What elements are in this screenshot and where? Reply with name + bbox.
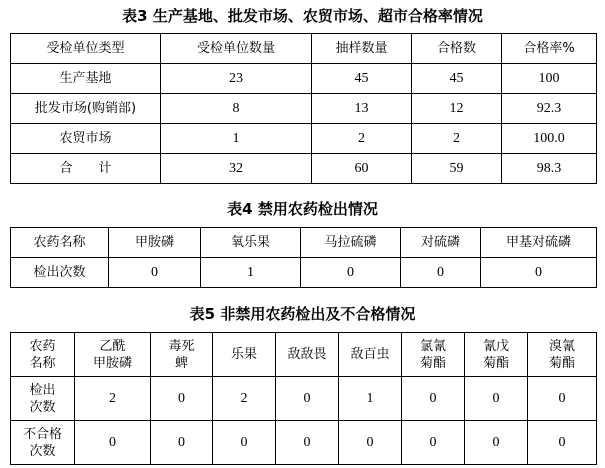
t5-header: 乙酰 甲胺磷 bbox=[75, 333, 151, 377]
table4-caption: 表4 禁用农药检出情况 bbox=[227, 200, 378, 218]
table3-caption: 表3 生产基地、批发市场、农贸市场、超市合格率情况 bbox=[122, 7, 483, 25]
t3-cell: 60 bbox=[312, 154, 412, 184]
t4-header: 甲基对硫磷 bbox=[481, 228, 597, 258]
t5-header-pesticide-name: 农药 名称 bbox=[11, 333, 75, 377]
t5-cell: 0 bbox=[276, 421, 339, 465]
t3-cell: 23 bbox=[161, 64, 312, 94]
t4-cell: 1 bbox=[201, 258, 301, 288]
t5-header: 氯氰 菊酯 bbox=[402, 333, 465, 377]
t5-cell: 0 bbox=[151, 377, 213, 421]
table-row bbox=[11, 124, 597, 154]
t3-cell: 1 bbox=[161, 124, 312, 154]
t3-cell: 8 bbox=[161, 94, 312, 124]
t3-cell: 100 bbox=[502, 64, 597, 94]
table4 bbox=[10, 227, 597, 288]
table-row bbox=[11, 258, 597, 288]
t4-row-label: 检出次数 bbox=[11, 258, 109, 288]
t5-cell: 0 bbox=[528, 377, 597, 421]
table-row bbox=[11, 94, 597, 124]
t5-cell: 0 bbox=[151, 421, 213, 465]
t4-header: 氧乐果 bbox=[201, 228, 301, 258]
t3-row-label: 生产基地 bbox=[11, 64, 161, 94]
t3-cell: 45 bbox=[312, 64, 412, 94]
table5 bbox=[10, 332, 597, 465]
t5-cell: 0 bbox=[75, 421, 151, 465]
t3-cell: 13 bbox=[312, 94, 412, 124]
table3 bbox=[10, 33, 597, 184]
t5-row-label: 不合格 次数 bbox=[11, 421, 75, 465]
t3-cell: 32 bbox=[161, 154, 312, 184]
t3-cell: 45 bbox=[412, 64, 502, 94]
t4-cell: 0 bbox=[481, 258, 597, 288]
table5-caption: 表5 非禁用农药检出及不合格情况 bbox=[189, 305, 416, 323]
table-row bbox=[11, 154, 597, 184]
t3-header-pass-rate: 合格率% bbox=[502, 34, 597, 64]
t5-row-label: 检出 次数 bbox=[11, 377, 75, 421]
t5-cell: 1 bbox=[339, 377, 402, 421]
t5-cell: 0 bbox=[402, 421, 465, 465]
t5-header: 敌百虫 bbox=[339, 333, 402, 377]
t5-cell: 0 bbox=[465, 421, 528, 465]
t3-cell: 2 bbox=[312, 124, 412, 154]
t3-header-sample-count: 抽样数量 bbox=[312, 34, 412, 64]
t5-cell: 0 bbox=[213, 421, 276, 465]
t5-cell: 0 bbox=[276, 377, 339, 421]
t3-cell: 100.0 bbox=[502, 124, 597, 154]
table3-header-row bbox=[11, 34, 597, 64]
t5-header: 毒死 蜱 bbox=[151, 333, 213, 377]
t3-cell: 2 bbox=[412, 124, 502, 154]
t3-header-unit-type: 受检单位类型 bbox=[11, 34, 161, 64]
t4-header: 马拉硫磷 bbox=[301, 228, 401, 258]
table4-header-row bbox=[11, 228, 597, 258]
t3-cell: 12 bbox=[412, 94, 502, 124]
t5-cell: 2 bbox=[75, 377, 151, 421]
t3-row-label: 批发市场(购销部) bbox=[11, 94, 161, 124]
t4-cell: 0 bbox=[401, 258, 481, 288]
t3-row-label: 农贸市场 bbox=[11, 124, 161, 154]
t3-row-label-total: 合 计 bbox=[11, 154, 161, 184]
t5-header: 乐果 bbox=[213, 333, 276, 377]
t3-cell: 59 bbox=[412, 154, 502, 184]
t5-cell: 0 bbox=[465, 377, 528, 421]
table-row bbox=[11, 64, 597, 94]
t4-cell: 0 bbox=[301, 258, 401, 288]
t4-cell: 0 bbox=[109, 258, 201, 288]
t3-cell: 92.3 bbox=[502, 94, 597, 124]
t3-cell: 98.3 bbox=[502, 154, 597, 184]
t5-header: 溴氰 菊酯 bbox=[528, 333, 597, 377]
t5-header: 敌敌畏 bbox=[276, 333, 339, 377]
table5-header-row bbox=[11, 333, 597, 377]
table-row bbox=[11, 377, 597, 421]
t4-header: 对硫磷 bbox=[401, 228, 481, 258]
table-row bbox=[11, 421, 597, 465]
t4-header-pesticide-name: 农药名称 bbox=[11, 228, 109, 258]
t3-header-pass-count: 合格数 bbox=[412, 34, 502, 64]
t4-header: 甲胺磷 bbox=[109, 228, 201, 258]
t5-cell: 2 bbox=[213, 377, 276, 421]
t5-header: 氰戊 菊酯 bbox=[465, 333, 528, 377]
t5-cell: 0 bbox=[528, 421, 597, 465]
t5-cell: 0 bbox=[402, 377, 465, 421]
t5-cell: 0 bbox=[339, 421, 402, 465]
t3-header-unit-count: 受检单位数量 bbox=[161, 34, 312, 64]
